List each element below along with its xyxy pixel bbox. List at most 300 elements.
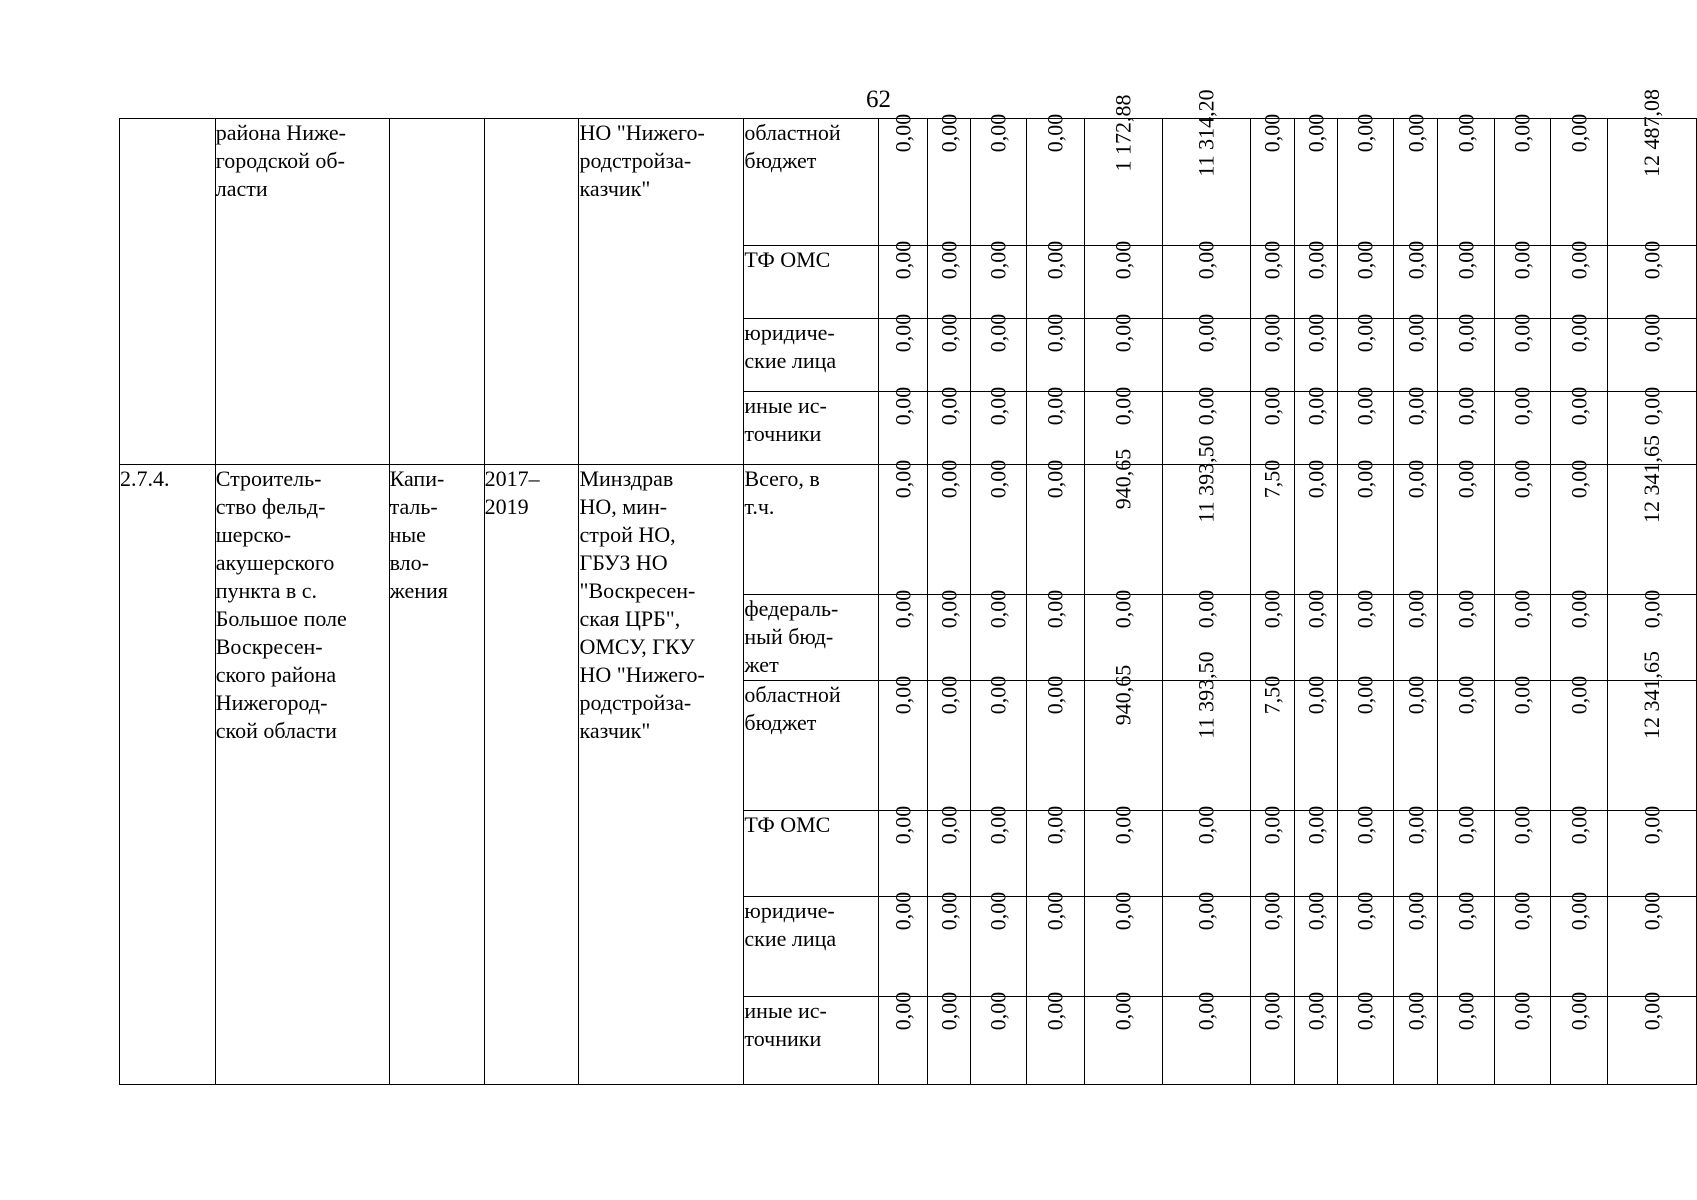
amount-value: 0,00 xyxy=(1566,675,1592,715)
amount-cell xyxy=(928,805,971,897)
amount-cell xyxy=(1295,589,1338,681)
funding-source-label: юридиче- xyxy=(744,898,835,923)
amount-cell xyxy=(879,459,928,595)
amount-cell xyxy=(1394,675,1438,811)
amount-value: 0,00 xyxy=(1402,589,1428,629)
amount-cell xyxy=(1295,459,1338,595)
amount-cell xyxy=(1162,89,1250,246)
amount-cell xyxy=(1394,459,1438,595)
amount-cell xyxy=(1251,459,1295,595)
activity-name-line: городской об- xyxy=(215,148,345,173)
amount-value: 0,00 xyxy=(890,313,916,353)
amount-cell xyxy=(879,386,928,465)
amount-value: 0,00 xyxy=(1566,991,1592,1031)
amount-cell xyxy=(1394,589,1438,681)
amount-value: 0,00 xyxy=(1638,891,1664,931)
amount-cell xyxy=(1027,675,1084,811)
amount-cell xyxy=(1337,240,1394,319)
amount-cell xyxy=(1438,589,1495,681)
amount-cell xyxy=(1084,664,1162,811)
amount-cell xyxy=(1337,675,1394,811)
amount-cell xyxy=(970,113,1027,246)
funding-source-label: ТФ ОМС xyxy=(744,247,831,272)
amount-value: 0,00 xyxy=(890,113,916,153)
amount-value: 0,00 xyxy=(1566,113,1592,153)
funding-source-label: бюджет xyxy=(744,710,817,735)
activity-name-line: Строитель- xyxy=(215,466,322,491)
amount-value: 0,00 xyxy=(1509,386,1535,426)
funding-source-cell xyxy=(744,465,879,595)
amount-cell xyxy=(879,891,928,997)
expense-type-line: таль- xyxy=(389,494,438,519)
amount-cell xyxy=(970,386,1027,465)
amount-cell xyxy=(1337,459,1394,595)
amount-value: 0,00 xyxy=(1509,891,1535,931)
amount-cell xyxy=(1438,313,1495,392)
amount-cell xyxy=(1027,113,1084,246)
period-line: 2017– xyxy=(484,466,540,491)
executor-cell xyxy=(579,465,744,1085)
amount-value: 0,00 xyxy=(890,240,916,280)
amount-cell xyxy=(1607,891,1696,997)
amount-cell xyxy=(1494,991,1551,1085)
amount-cell xyxy=(1337,991,1394,1085)
amount-value: 0,00 xyxy=(1352,459,1378,499)
amount-value: 0,00 xyxy=(1509,589,1535,629)
funding-source-label: жет xyxy=(744,652,779,677)
amount-value: 0,00 xyxy=(1302,459,1328,499)
amount-cell xyxy=(1251,991,1295,1085)
amount-value: 0,00 xyxy=(1042,459,1068,499)
amount-cell xyxy=(1607,313,1696,392)
amount-value: 0,00 xyxy=(936,675,961,715)
expense-type-line: ные xyxy=(389,522,426,547)
amount-value: 0,00 xyxy=(1110,386,1136,426)
amount-value: 12 341,65 xyxy=(1638,435,1664,523)
amount-value: 0,00 xyxy=(936,991,961,1031)
amount-value: 940,65 xyxy=(1110,664,1136,726)
amount-value: 0,00 xyxy=(1302,589,1328,629)
amount-value: 0,00 xyxy=(1110,589,1136,629)
amount-cell xyxy=(928,313,971,392)
amount-value: 0,00 xyxy=(1453,113,1479,153)
page-number: 62 xyxy=(866,86,891,113)
amount-value: 0,00 xyxy=(1352,240,1378,280)
amount-value: 0,00 xyxy=(890,991,916,1031)
funding-source-label: Всего, в xyxy=(744,466,820,491)
amount-value: 0,00 xyxy=(1042,589,1068,629)
amount-cell xyxy=(1494,805,1551,897)
amount-cell xyxy=(1607,435,1696,595)
amount-value: 0,00 xyxy=(1193,313,1219,353)
amount-cell xyxy=(1295,386,1338,465)
amount-cell xyxy=(1551,240,1608,319)
executor-line: Минздрав xyxy=(579,466,674,491)
executor-line: НО "Нижего- xyxy=(579,120,705,145)
amount-value: 0,00 xyxy=(936,805,961,845)
amount-cell xyxy=(1494,891,1551,997)
amount-value: 0,00 xyxy=(1453,313,1479,353)
amount-cell xyxy=(879,589,928,681)
amount-value: 0,00 xyxy=(1509,675,1535,715)
amount-value: 0,00 xyxy=(985,991,1011,1031)
amount-cell xyxy=(1027,313,1084,392)
amount-cell xyxy=(1162,313,1250,392)
amount-cell xyxy=(1494,459,1551,595)
amount-value: 0,00 xyxy=(1193,805,1219,845)
amount-cell xyxy=(928,675,971,811)
funding-source-cell xyxy=(744,681,879,811)
item-number-cell xyxy=(120,119,216,465)
amount-value: 0,00 xyxy=(1110,240,1136,280)
amount-cell xyxy=(970,675,1027,811)
activity-name-line: района Ниже- xyxy=(215,120,346,145)
amount-value: 0,00 xyxy=(1566,805,1592,845)
amount-cell xyxy=(1607,651,1696,811)
amount-value: 0,00 xyxy=(890,459,916,499)
amount-cell xyxy=(1394,386,1438,465)
amount-value: 0,00 xyxy=(1302,386,1328,426)
amount-cell xyxy=(1162,891,1250,997)
amount-value: 0,00 xyxy=(985,386,1011,426)
executor-line: казчик" xyxy=(579,176,651,201)
amount-cell xyxy=(1494,240,1551,319)
funding-source-label: бюджет xyxy=(744,148,817,173)
activity-name-line: ского района xyxy=(215,662,337,687)
funding-source-label: точники xyxy=(744,421,822,446)
amount-cell xyxy=(1251,113,1295,246)
amount-value: 0,00 xyxy=(1453,891,1479,931)
amount-cell xyxy=(1027,386,1084,465)
amount-cell xyxy=(1295,891,1338,997)
amount-value: 0,00 xyxy=(1259,589,1285,629)
funding-source-cell xyxy=(744,319,879,392)
amount-cell xyxy=(1337,805,1394,897)
funding-source-label: иные ис- xyxy=(744,998,827,1023)
funding-source-cell xyxy=(744,246,879,319)
amount-cell xyxy=(1438,386,1495,465)
amount-value: 0,00 xyxy=(985,459,1011,499)
funding-source-cell xyxy=(744,392,879,465)
amount-value: 0,00 xyxy=(1566,313,1592,353)
table-row xyxy=(120,119,1697,246)
amount-cell xyxy=(1394,991,1438,1085)
period-cell xyxy=(484,465,579,1085)
funding-source-label: ские лица xyxy=(744,348,837,373)
amount-cell xyxy=(970,459,1027,595)
amount-cell xyxy=(1162,651,1250,811)
amount-cell xyxy=(1295,991,1338,1085)
amount-cell xyxy=(1551,386,1608,465)
amount-value: 0,00 xyxy=(985,891,1011,931)
amount-value: 0,00 xyxy=(985,240,1011,280)
funding-source-cell xyxy=(744,119,879,246)
amount-value: 0,00 xyxy=(1042,386,1068,426)
amount-value: 0,00 xyxy=(1566,891,1592,931)
funding-source-cell xyxy=(744,811,879,897)
amount-value: 0,00 xyxy=(1509,991,1535,1031)
amount-value: 0,00 xyxy=(1110,313,1136,353)
amount-value: 0,00 xyxy=(1259,113,1285,153)
amount-value: 0,00 xyxy=(1402,386,1428,426)
executor-line: ОМСУ, ГКУ xyxy=(579,634,695,659)
amount-value: 0,00 xyxy=(985,313,1011,353)
activity-name-line: ство фельд- xyxy=(215,494,326,519)
amount-value: 0,00 xyxy=(1453,991,1479,1031)
amount-value: 0,00 xyxy=(1193,991,1219,1031)
amount-value: 0,00 xyxy=(1509,459,1535,499)
amount-cell xyxy=(1084,448,1162,595)
amount-cell xyxy=(1438,675,1495,811)
amount-value: 0,00 xyxy=(890,891,916,931)
amount-cell xyxy=(1394,240,1438,319)
executor-line: родстройза- xyxy=(579,148,692,173)
activity-name-line: пункта в с. xyxy=(215,578,317,603)
amount-value: 0,00 xyxy=(1193,891,1219,931)
amount-cell xyxy=(928,386,971,465)
amount-cell xyxy=(1551,459,1608,595)
amount-value: 0,00 xyxy=(1352,589,1378,629)
amount-cell xyxy=(1607,240,1696,319)
amount-value: 0,00 xyxy=(1638,240,1664,280)
amount-cell xyxy=(1438,113,1495,246)
amount-cell xyxy=(1084,313,1162,392)
amount-value: 7,50 xyxy=(1259,459,1285,499)
amount-cell xyxy=(1251,589,1295,681)
amount-value: 0,00 xyxy=(1042,313,1068,353)
amount-cell xyxy=(1438,991,1495,1085)
amount-value: 12 341,65 xyxy=(1638,651,1664,739)
amount-value: 0,00 xyxy=(1259,891,1285,931)
amount-value: 0,00 xyxy=(1509,240,1535,280)
funding-source-label: ТФ ОМС xyxy=(744,812,831,837)
amount-cell xyxy=(1394,113,1438,246)
amount-value: 0,00 xyxy=(1638,313,1664,353)
amount-value: 0,00 xyxy=(1566,240,1592,280)
amount-value: 0,00 xyxy=(1302,240,1328,280)
amount-value: 0,00 xyxy=(1352,891,1378,931)
amount-cell xyxy=(1337,113,1394,246)
amount-value: 0,00 xyxy=(1402,891,1428,931)
amount-value: 0,00 xyxy=(1453,240,1479,280)
funding-source-cell xyxy=(744,595,879,681)
amount-value: 0,00 xyxy=(1042,675,1068,715)
amount-value: 0,00 xyxy=(1110,891,1136,931)
amount-value: 0,00 xyxy=(936,313,961,353)
amount-cell xyxy=(1337,589,1394,681)
amount-value: 11 393,50 xyxy=(1193,435,1219,523)
amount-cell xyxy=(1607,805,1696,897)
amount-cell xyxy=(1394,313,1438,392)
amount-value: 0,00 xyxy=(1453,675,1479,715)
amount-value: 0,00 xyxy=(1402,240,1428,280)
amount-cell xyxy=(1162,240,1250,319)
expense-type-cell xyxy=(389,465,484,1085)
executor-line: казчик" xyxy=(579,718,651,743)
item-number: 2.7.4. xyxy=(120,466,170,491)
amount-cell xyxy=(1027,459,1084,595)
amount-cell xyxy=(1607,991,1696,1085)
amount-value: 0,00 xyxy=(1352,113,1378,153)
amount-value: 0,00 xyxy=(1453,589,1479,629)
amount-value: 0,00 xyxy=(936,113,961,153)
amount-cell xyxy=(1337,891,1394,997)
amount-value: 11 314,20 xyxy=(1193,89,1219,177)
executor-line: "Воскресен- xyxy=(579,578,696,603)
amount-cell xyxy=(879,113,928,246)
amount-value: 0,00 xyxy=(985,589,1011,629)
activity-name-line: Нижегород- xyxy=(215,690,328,715)
funding-source-label: ские лица xyxy=(744,926,837,951)
funding-source-label: федераль- xyxy=(744,596,839,621)
amount-value: 0,00 xyxy=(1453,805,1479,845)
item-number-cell xyxy=(120,465,216,1085)
amount-cell xyxy=(1551,805,1608,897)
amount-value: 0,00 xyxy=(985,675,1011,715)
amount-cell xyxy=(1295,805,1338,897)
amount-cell xyxy=(1251,891,1295,997)
amount-cell xyxy=(1027,240,1084,319)
executor-line: ГБУЗ НО xyxy=(579,550,668,575)
amount-cell xyxy=(1551,991,1608,1085)
amount-value: 0,00 xyxy=(1302,805,1328,845)
amount-value: 0,00 xyxy=(1042,991,1068,1031)
amount-cell xyxy=(1162,991,1250,1085)
amount-value: 0,00 xyxy=(1110,991,1136,1031)
amount-value: 0,00 xyxy=(1566,589,1592,629)
amount-value: 0,00 xyxy=(936,240,961,280)
activity-name-line: акушерского xyxy=(215,550,335,575)
amount-value: 0,00 xyxy=(1259,805,1285,845)
amount-cell xyxy=(1551,675,1608,811)
amount-cell xyxy=(1027,891,1084,997)
amount-value: 0,00 xyxy=(1352,805,1378,845)
amount-cell xyxy=(1251,675,1295,811)
amount-value: 11 393,50 xyxy=(1193,651,1219,739)
amount-cell xyxy=(879,675,928,811)
amount-cell xyxy=(1084,891,1162,997)
amount-value: 0,00 xyxy=(1638,805,1664,845)
amount-value: 0,00 xyxy=(1402,675,1428,715)
activity-name-cell xyxy=(215,465,389,1085)
amount-value: 0,00 xyxy=(1402,991,1428,1031)
amount-value: 0,00 xyxy=(936,891,961,931)
amount-value: 12 487,08 xyxy=(1638,89,1664,177)
amount-value: 7,50 xyxy=(1259,675,1285,715)
amount-value: 0,00 xyxy=(1402,459,1428,499)
amount-cell xyxy=(1027,805,1084,897)
amount-cell xyxy=(928,240,971,319)
amount-value: 0,00 xyxy=(1453,386,1479,426)
period-cell xyxy=(484,119,579,465)
amount-cell xyxy=(1251,386,1295,465)
amount-value: 0,00 xyxy=(1566,386,1592,426)
amount-cell xyxy=(1084,805,1162,897)
activity-name-line: Большое поле xyxy=(215,606,347,631)
funding-source-label: иные ис- xyxy=(744,393,827,418)
amount-cell xyxy=(1494,675,1551,811)
amount-value: 0,00 xyxy=(1302,675,1328,715)
amount-value: 0,00 xyxy=(1453,459,1479,499)
amount-cell xyxy=(1494,386,1551,465)
amount-value: 0,00 xyxy=(1042,805,1068,845)
amount-cell xyxy=(1084,94,1162,246)
funding-source-label: точники xyxy=(744,1026,822,1051)
amount-value: 0,00 xyxy=(1302,891,1328,931)
amount-cell xyxy=(970,589,1027,681)
amount-cell xyxy=(1295,675,1338,811)
amount-value: 0,00 xyxy=(1352,313,1378,353)
amount-value: 0,00 xyxy=(985,113,1011,153)
amount-cell xyxy=(1551,113,1608,246)
amount-value: 0,00 xyxy=(1110,805,1136,845)
amount-value: 0,00 xyxy=(1509,313,1535,353)
amount-cell xyxy=(1438,805,1495,897)
executor-line: ская ЦРБ", xyxy=(579,606,681,631)
amount-value: 0,00 xyxy=(1509,805,1535,845)
funding-source-label: т.ч. xyxy=(744,494,775,519)
amount-value: 0,00 xyxy=(1042,891,1068,931)
executor-line: строй НО, xyxy=(579,522,676,547)
amount-cell xyxy=(1027,589,1084,681)
amount-cell xyxy=(1084,991,1162,1085)
amount-cell xyxy=(1394,805,1438,897)
amount-value: 0,00 xyxy=(1193,386,1219,426)
amount-cell xyxy=(1438,891,1495,997)
amount-cell xyxy=(1295,240,1338,319)
amount-cell xyxy=(1337,386,1394,465)
amount-value: 0,00 xyxy=(890,386,916,426)
amount-cell xyxy=(1295,313,1338,392)
funding-source-cell xyxy=(744,997,879,1085)
amount-value: 0,00 xyxy=(1193,240,1219,280)
amount-cell xyxy=(1551,589,1608,681)
amount-value: 0,00 xyxy=(1302,991,1328,1031)
amount-cell xyxy=(928,589,971,681)
amount-cell xyxy=(879,805,928,897)
amount-value: 940,65 xyxy=(1110,448,1136,510)
amount-value: 0,00 xyxy=(1352,386,1378,426)
amount-value: 0,00 xyxy=(1638,991,1664,1031)
funding-source-label: областной xyxy=(744,120,841,145)
amount-value: 0,00 xyxy=(1638,589,1664,629)
amount-cell xyxy=(1337,313,1394,392)
amount-cell xyxy=(1251,805,1295,897)
table-row xyxy=(120,465,1697,595)
amount-value: 0,00 xyxy=(890,675,916,715)
amount-cell xyxy=(1607,89,1696,246)
amount-value: 0,00 xyxy=(1509,113,1535,153)
amount-cell xyxy=(970,240,1027,319)
activity-name-line: Воскресен- xyxy=(215,634,323,659)
amount-cell xyxy=(879,991,928,1085)
amount-cell xyxy=(970,313,1027,392)
amount-cell xyxy=(1295,113,1338,246)
funding-source-label: областной xyxy=(744,682,841,707)
amount-value: 0,00 xyxy=(1302,113,1328,153)
activity-name-line: ласти xyxy=(215,176,268,201)
amount-cell xyxy=(1251,240,1295,319)
amount-cell xyxy=(928,113,971,246)
amount-value: 0,00 xyxy=(1402,313,1428,353)
expense-type-cell xyxy=(389,119,484,465)
amount-value: 1 172,88 xyxy=(1110,94,1136,172)
amount-value: 0,00 xyxy=(1259,240,1285,280)
amount-cell xyxy=(1394,891,1438,997)
amount-cell xyxy=(1494,113,1551,246)
amount-cell xyxy=(1438,459,1495,595)
amount-cell xyxy=(1494,589,1551,681)
